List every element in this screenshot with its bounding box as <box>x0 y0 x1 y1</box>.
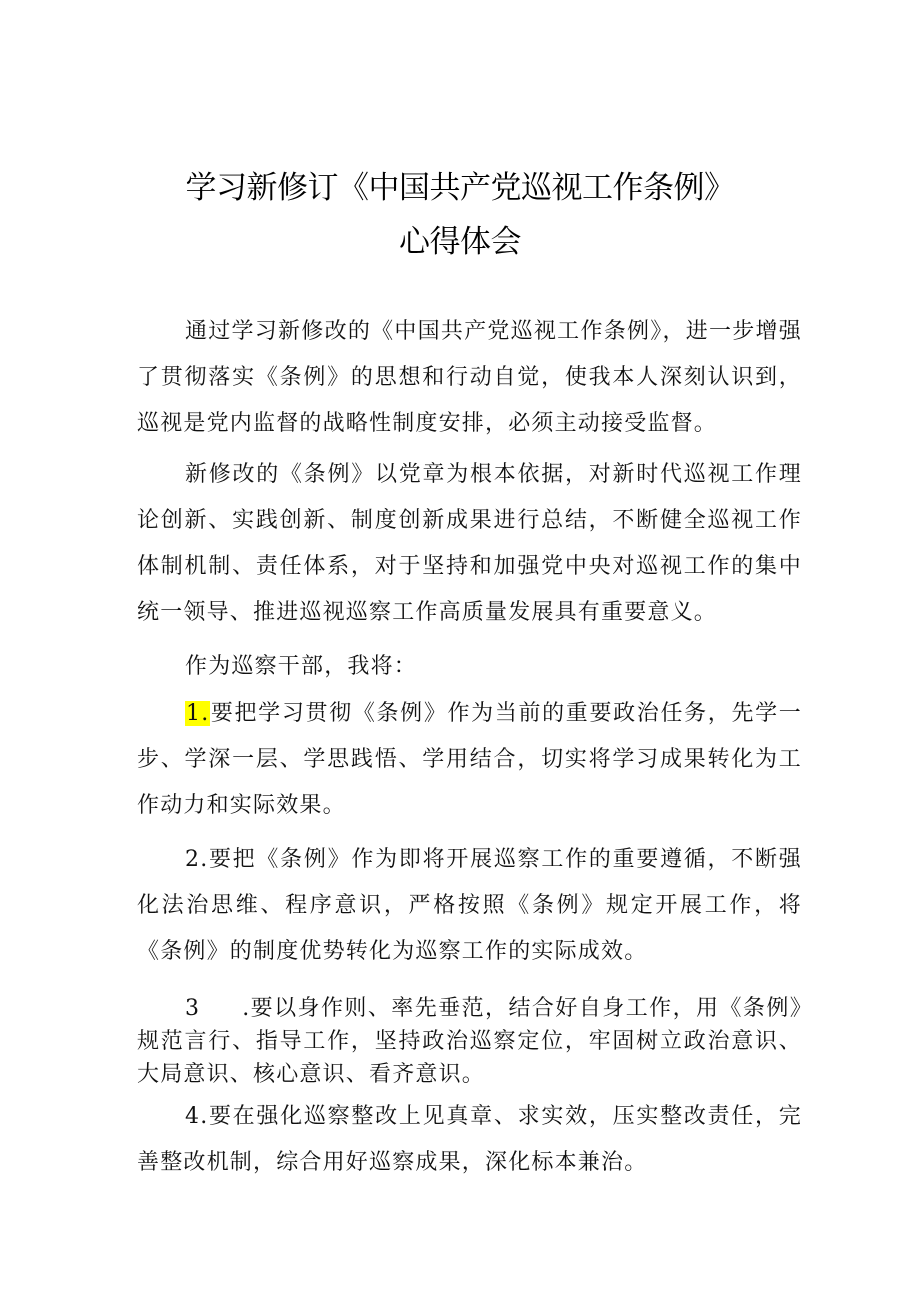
paragraph-significance: 新修改的《条例》以党章为根本依据，对新时代巡视工作理论创新、实践创新、制度创新成果进行总结，不断健全巡视工作体制机制、责任体系，对于坚持和加强党中央对巡视工作的集中统一领导、推进巡视巡察工作高质量发展具有重要意义。 <box>137 462 802 625</box>
document-title: 学习新修订《中国共产党巡视工作条例》 <box>185 170 735 206</box>
item-number: 2 <box>185 847 201 872</box>
document-subtitle: 心得体会 <box>399 224 521 260</box>
list-item-2 <box>137 837 802 975</box>
item-text: .要以身作则、率先垂范，结合好自身工作，用《条例》规范言行、指导工作，坚持政治巡察定位，牢固树立政治意识、大局意识、核心意识、看齐意识。 <box>137 996 802 1087</box>
item-text: .要把《条例》作为即将开展巡察工作的重要遵循，不断强化法治思维、程序意识，严格按照《条例》规定开展工作，将《条例》的制度优势转化为巡察工作的实际成效。 <box>137 847 802 964</box>
item-text: 要把学习贯彻《条例》作为当前的重要政治任务，先学一步、学深一层、学思践悟、学用结合，切实将学习成果转化为工作动力和实际效果。 <box>137 701 802 818</box>
paragraph-intro: 通过学习新修改的《中国共产党巡视工作条例》，进一步增强了贯彻落实《条例》的思想和行动自觉，使我本人深刻认识到，巡视是党内监督的战略性制度安排，必须主动接受监督。 <box>137 319 802 436</box>
list-item-1 <box>137 691 802 829</box>
item-text: .要在强化巡察整改上见真章、求实效，压实整改责任，完善整改机制，综合用好巡察成果，深化标本兼治。 <box>137 1104 802 1175</box>
list-item-3 <box>137 992 802 1091</box>
item-number-highlighted: 1. <box>186 701 210 726</box>
list-item-4 <box>137 1094 802 1186</box>
item-number: 3 <box>185 996 201 1021</box>
paragraph-commitment-lead: 作为巡察干部，我将： <box>185 654 418 679</box>
item-number: 4 <box>185 1104 201 1129</box>
